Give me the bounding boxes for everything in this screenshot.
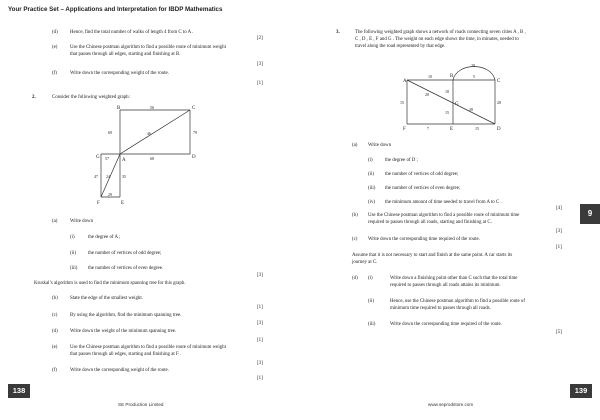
q3a-i-text: the degree of D ; [385,158,418,163]
q3a-text: Write down [368,143,392,148]
q2-node-C: C [192,106,196,111]
q3a-ii-text: the number of vertices of odd degree; [385,172,459,177]
kruskal-statement: Kruskal’s algorithm is used to find the minimum spanning tree for this graph. [34,281,186,286]
book-header: Your Practice Set – Applications and Interpretation for IBDP Mathematics [8,6,223,13]
page-number-139: 139 [570,384,592,398]
q3a-i-label: (i) [368,158,373,163]
q2c-text: By using the algorithm, find the minimum spanning tree. [70,313,182,318]
q3-weight-GE: 15 [445,110,449,115]
q2d-label: (d) [52,329,58,334]
assume-line2: journey at C. [352,260,378,265]
q3-weighted-graph [395,58,510,138]
q3a-iv-text: the minimum amount of time needed to travel from A to C . [385,200,502,205]
q1d-mark: [2] [257,36,263,41]
q3-node-E: E [450,127,454,132]
q2a-label: (a) [52,219,58,224]
q3-intro-line1: The following weighted graph shows a network of roads connecting seven cities A , B , [355,30,526,35]
q1d-label: (d) [52,30,58,35]
q3a-iii-label: (iii) [368,186,376,191]
q2-weight-AD: 68 [150,156,154,161]
q3b-line2: required to passes through all roads, starting and finishing at C. [368,220,492,225]
q1f-text: Write down the corresponding weight of the route. [70,71,169,76]
q3-weight-AF: 15 [400,100,404,105]
q2-node-G: G [96,155,100,160]
q3-node-B: B [450,74,454,79]
q3-number: 3. [336,30,340,35]
q3-weight-FE: 7 [427,126,429,131]
right-footer: www.seprodstore.com [428,402,474,407]
q3-intro-line2: C , D , E , F and G . The weight on each edge shows the time, in minutes, needed to [355,37,519,42]
q3c-text: Write down the corresponding time required of the route. [368,237,480,242]
q3c-mark: [1] [556,245,562,250]
q3-weight-BC: 5 [473,74,475,79]
q1f-label: (f) [52,71,57,76]
q2a-text: Write down [70,219,94,224]
q2c-label: (c) [52,313,58,318]
q2-weight-GA: 57 [105,156,109,161]
q2-intro: Consider the following weighted graph: [52,95,130,100]
q3d-iii-label: (iii) [368,322,376,327]
q3d-ii-line2: minimum time required to passes through all roads. [390,306,491,311]
q3b-line1: Use the Chinese postman algorithm to find a possible route of minimum time [368,213,520,218]
q2a-ii-label: (ii) [70,251,76,256]
q2-node-A: A [122,158,126,163]
q2-weight-FE: 29 [108,192,112,197]
q3b-mark: [3] [556,229,562,234]
q2f-text: Write down the corresponding weight of the route. [70,368,169,373]
q3-weight-ED: 15 [475,126,479,131]
q2e-mark: [3] [257,361,263,366]
q3d-iii-line1: Write down the corresponding time required of the route. [390,322,502,327]
q2e-line1: Use the Chinese postman algorithm to find a possible route of minimum weight [70,345,226,350]
q3d-label: (d) [352,276,358,281]
q3b-label: (b) [352,213,358,218]
q2b-text: State the edge of the smallest weight. [70,296,143,301]
q2-node-B: B [117,106,121,111]
page-number-138: 138 [8,384,30,398]
q3c-label: (c) [352,237,358,242]
q3d-i-line1: Write down a finishing point other than C such that the total time [390,276,518,281]
q1f-mark: [1] [257,81,263,86]
q3-node-C: C [497,79,501,84]
q2a-iii-text: the number of vertices of even degree. [88,266,164,271]
q1e-line1: Use the Chinese postman algorithm to find a possible route of minimum weight [70,45,226,50]
q2a-iii-label: (iii) [70,266,78,271]
q2-weight-BC: 56 [150,105,154,110]
q1d-text: Hence, find the total number of walks of length 4 from C to A . [70,30,194,35]
q2c-mark: [3] [257,321,263,326]
chapter-tab: 9 [580,204,600,224]
q2-node-D: D [192,155,196,160]
q2-node-E: E [121,201,125,206]
q2d-mark: [1] [257,338,263,343]
q2a-i-text: the degree of A ; [88,235,121,240]
q2-weight-AE: 35 [122,174,126,179]
q2-weight-FA: 24 [106,174,110,179]
q2e-label: (e) [52,345,58,350]
q2-weight-GF: 47 [94,174,98,179]
q3-node-A: A [403,79,407,84]
q3-node-D: D [497,127,501,132]
q2f-label: (f) [52,368,57,373]
q2e-line2: that passes through all edges, starting and finishing at F . [70,352,182,357]
q1e-mark: [3] [257,62,263,67]
q1e-label: (e) [52,45,58,50]
q3-weight-GD: 28 [469,107,473,112]
q2d-text: Write down the weight of the minimum spanning tree. [70,329,177,334]
q3d-ii-line1: Hence, use the Chinese postman algorithm to find a possible route of [390,299,526,304]
q3d-mark: [5] [556,330,562,335]
q3-node-G: G [455,102,459,107]
q2a-i-label: (i) [70,235,75,240]
q1e-line2: that passes through all edges, starting and finishing at B. [70,52,181,57]
q3-weight-BG: 18 [445,89,449,94]
q3-weight-AG: 20 [425,92,429,97]
q3-weight-AB: 10 [428,74,432,79]
q2-weight-BA: 69 [108,130,112,135]
q2f-mark: [1] [257,376,263,381]
q3d-ii-label: (ii) [368,299,374,304]
q3a-iv-label: (iv) [368,200,376,205]
q2-weight-AC: 46 [147,131,151,136]
q3a-mark: [4] [556,206,562,211]
q2-weight-CD: 79 [193,130,197,135]
q3d-i-line2: required to passes through all roads attains its minimum. [390,283,501,288]
q3a-iii-text: the number of vertices of even degree; [385,186,461,191]
q3d-i-label: (i) [368,276,373,281]
q2a-ii-text: the number of vertices of odd degree; [88,251,162,256]
left-footer: SE Production Limited [118,402,164,407]
assume-line1: Assume that it is not necessary to start and finish at the same point. A car starts its [352,253,513,258]
q2-number: 2. [32,95,36,100]
q2b-mark: [1] [257,305,263,310]
q2b-label: (b) [52,296,58,301]
q3-intro-line3: travel along the road represented by that edge. [355,44,446,49]
q2-node-F: F [97,201,100,206]
q2a-mark: [3] [257,273,263,278]
q3-weight-CD: 28 [497,100,501,105]
q3a-label: (a) [352,143,358,148]
q3a-ii-label: (ii) [368,172,374,177]
q3-weight-BC-top: 28 [471,63,475,68]
q2-weighted-graph [95,102,215,207]
q3-node-F: F [403,127,406,132]
